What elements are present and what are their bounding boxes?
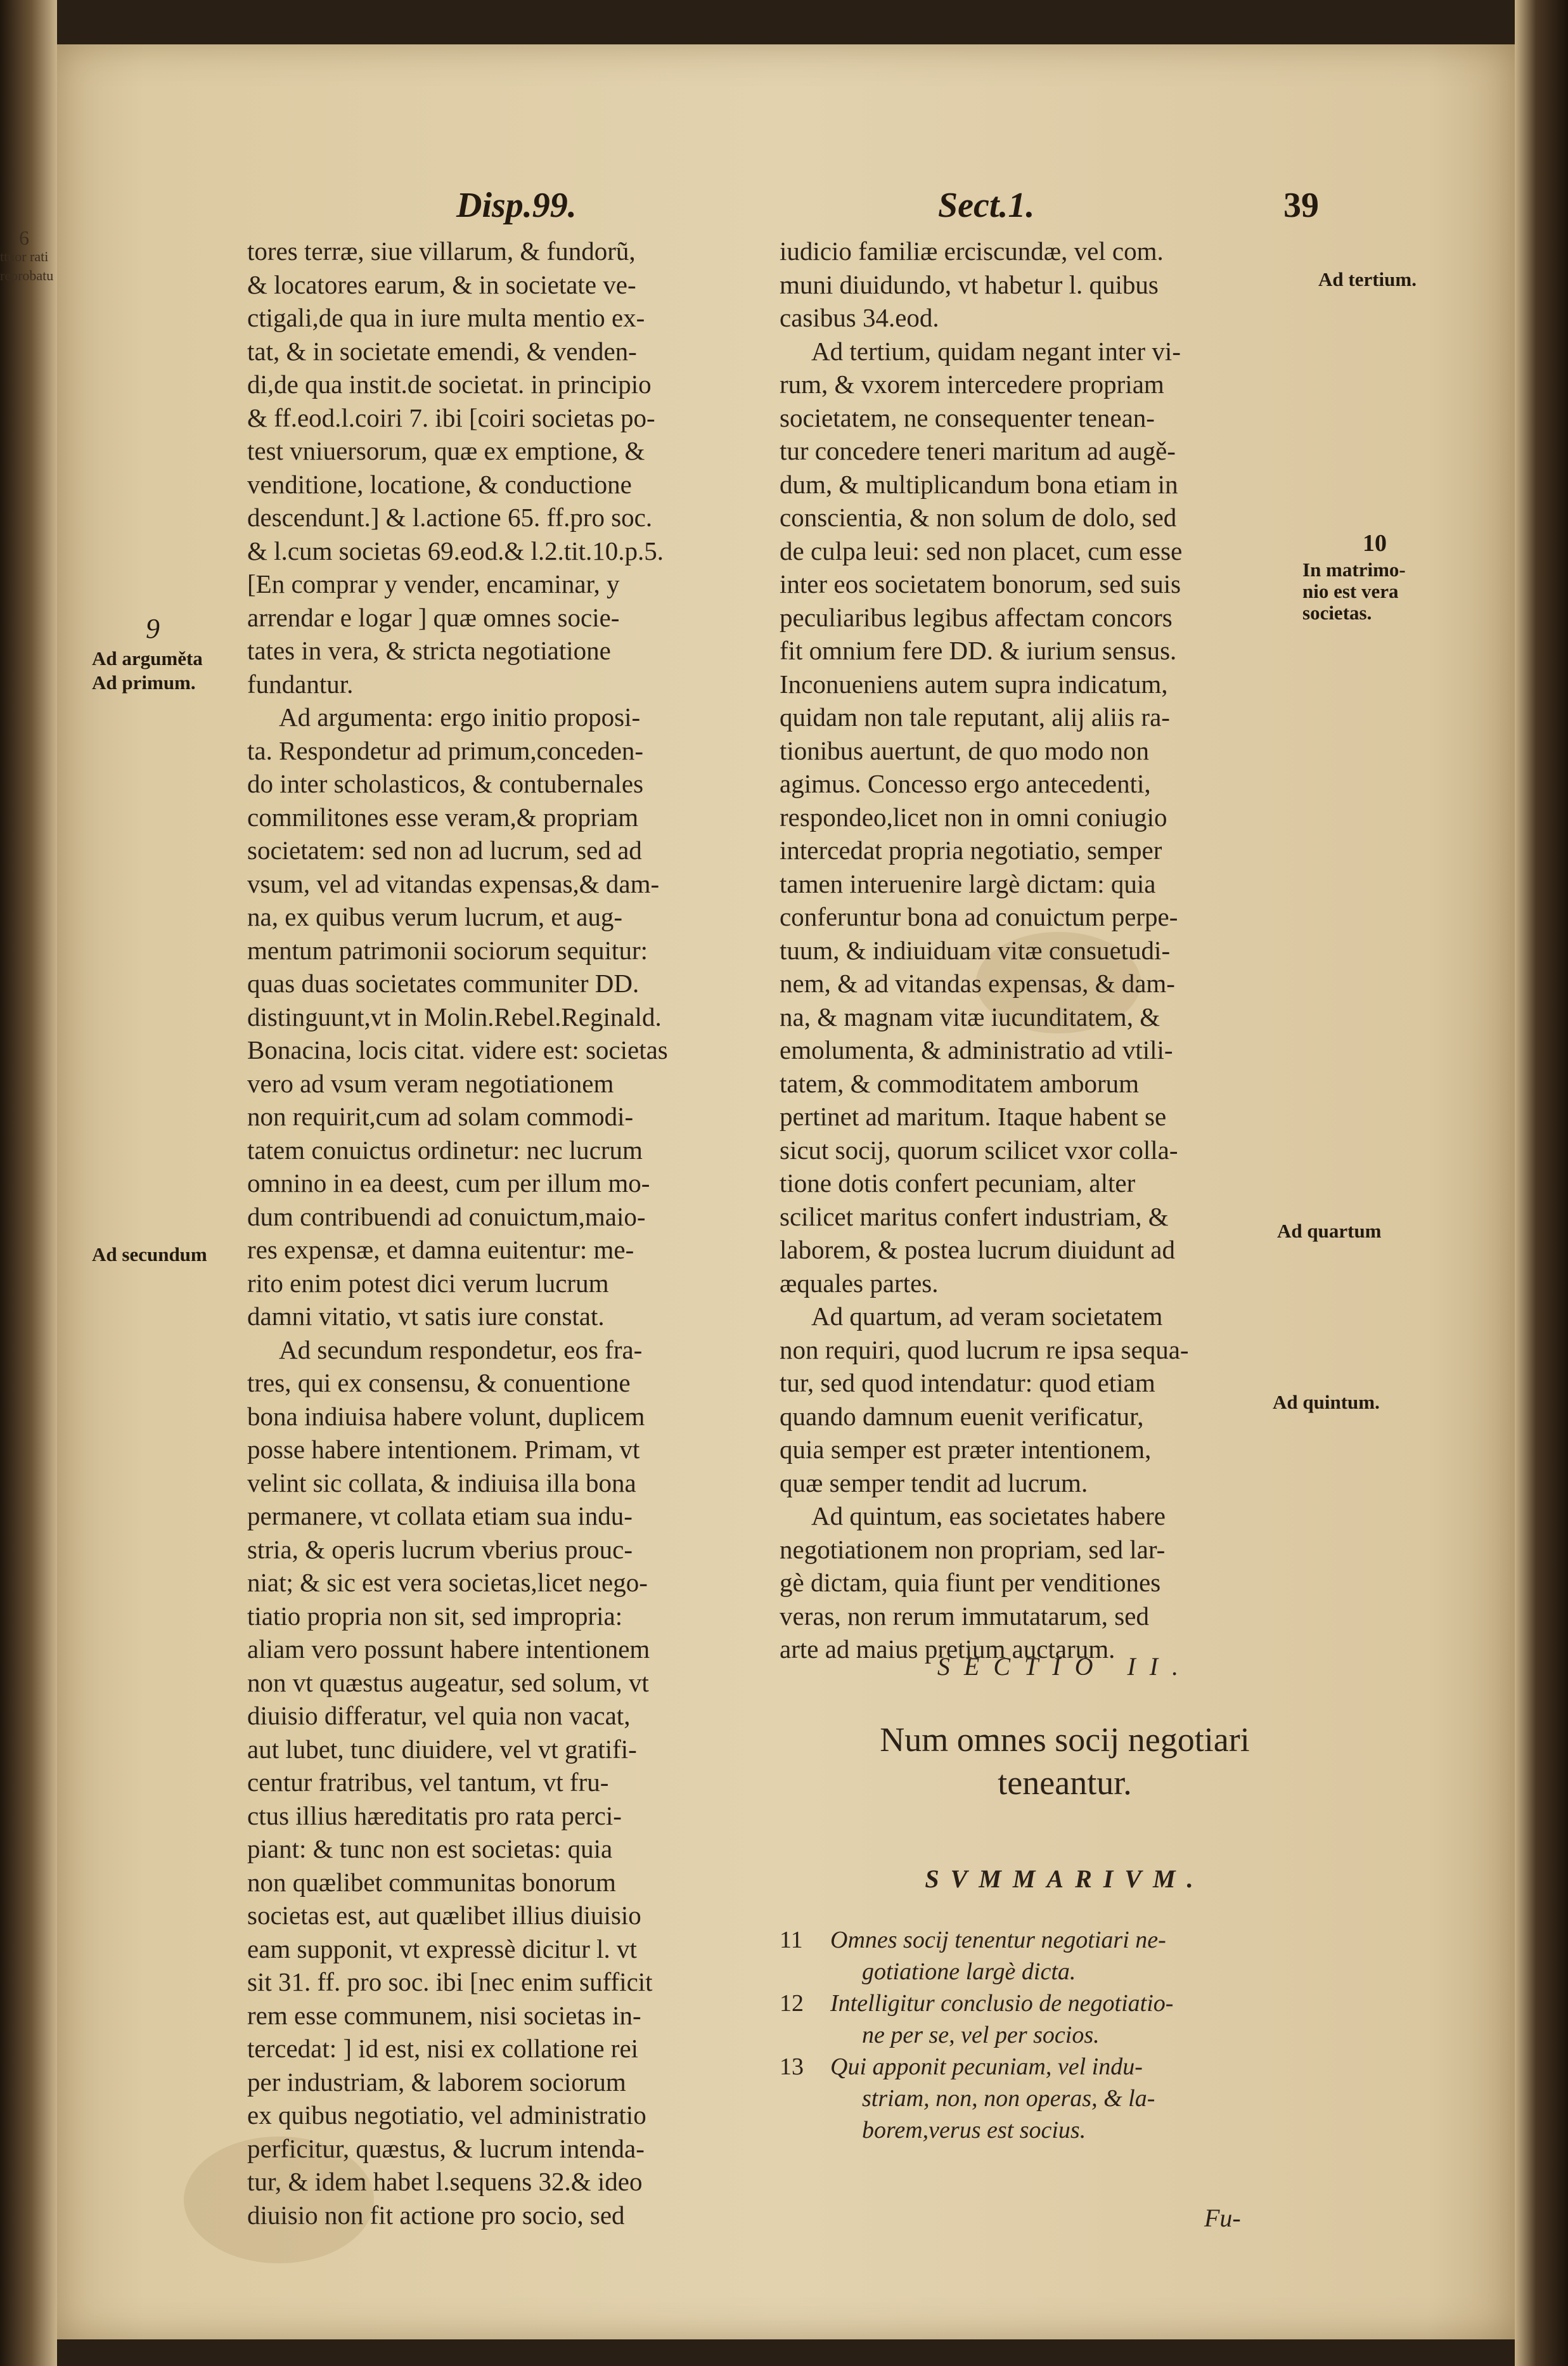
text-line: societatem, ne consequenter tenean- <box>780 403 1155 432</box>
text-line: piant: & tunc non est societas: quia <box>247 1834 613 1863</box>
summarium-heading: SVMMARIVM. <box>925 1865 1205 1893</box>
text-line: quas duas societates communiter DD. <box>247 969 639 998</box>
text-line: scilicet maritus confert industriam, & <box>780 1201 1169 1231</box>
catchword: Fu- <box>1204 2204 1241 2232</box>
text-line: tores terræ, siue villarum, & fundorũ, <box>247 236 636 266</box>
text-column-right <box>780 235 1363 1666</box>
text-line: societas est, aut quælibet illius diuisio <box>247 1901 641 1930</box>
text-line: descendunt.] & l.actione 65. ff.pro soc. <box>247 503 653 532</box>
text-line: ctus illius hæreditatis pro rata perci- <box>247 1800 622 1830</box>
paragraph-start: Ad quintum, eas societates habere <box>811 1501 1166 1530</box>
margin-line: In matrimo- <box>1302 559 1406 581</box>
summary-text: gotiatione largè dicta. <box>862 1958 1076 1985</box>
summary-number: 11 <box>780 1927 803 1953</box>
text-line: bona indiuisa habere volunt, duplicem <box>247 1401 645 1431</box>
text-line: commilitones esse veram,& propriam <box>247 802 639 832</box>
text-line: [En comprar y vender, encaminar, y <box>247 569 620 598</box>
book-page <box>57 44 1515 2339</box>
summary-text: Intelligitur conclusio de negotiatio- <box>830 1990 1174 2017</box>
text-line: tione dotis confert pecuniam, alter <box>780 1168 1136 1198</box>
text-line: do inter scholasticos, & contubernales <box>247 769 644 798</box>
summary-item <box>780 1988 1350 2051</box>
summary-number: 12 <box>780 1990 804 2017</box>
text-line: ctigali,de qua in iure multa mentio ex- <box>247 303 645 332</box>
text-line: tatem conuictus ordinetur: nec lucrum <box>247 1135 643 1165</box>
text-line: ta. Respondetur ad primum,conceden- <box>247 735 644 765</box>
summary-text: Omnes socij tenentur negotiari ne- <box>830 1927 1166 1953</box>
text-line: arrendar e logar ] quæ omnes socie- <box>247 602 620 632</box>
text-line: de culpa leui: sed non placet, cum esse <box>780 536 1183 566</box>
text-line: rem esse communem, nisi societas in- <box>247 2000 641 2030</box>
text-line: quando damnum euenit verificatur, <box>780 1401 1144 1431</box>
paragraph-start: Ad tertium, quidam negant inter vi- <box>811 336 1181 366</box>
paragraph-start: Ad secundum respondetur, eos fra- <box>279 1335 643 1364</box>
summary-text: Qui apponit pecuniam, vel indu- <box>830 2053 1143 2080</box>
text-line: ex quibus negotiatio, vel administratio <box>247 2100 646 2130</box>
text-line: conferuntur bona ad conuictum perpe- <box>780 902 1178 931</box>
margin-ad-quintum: Ad quintum. <box>1273 1391 1380 1413</box>
text-line: res expensæ, et damna euitentur: me- <box>247 1235 634 1264</box>
text-line: tur, & idem habet l.sequens 32.& ideo <box>247 2167 643 2196</box>
text-line: na, ex quibus verum lucrum, et aug- <box>247 902 623 931</box>
prev-margin-number: 6 <box>19 226 29 249</box>
text-line: vsum, vel ad vitandas expensas,& dam- <box>247 869 660 898</box>
summary-text: borem,verus est socius. <box>862 2117 1086 2143</box>
prev-margin-line: ttuor rati <box>0 249 49 264</box>
text-line: non quælibet communitas bonorum <box>247 1867 616 1897</box>
text-line: velint sic collata, & indiuisa illa bona <box>247 1468 636 1497</box>
running-header <box>57 185 1515 236</box>
text-line: aliam vero possunt habere intentionem <box>247 1634 650 1664</box>
text-line: tiatio propria non sit, sed impropria: <box>247 1601 623 1631</box>
section-title: SECTIO II. <box>937 1652 1193 1681</box>
section-heading-line: Num omnes socij negotiari <box>880 1721 1250 1759</box>
summary-item <box>780 2051 1350 2146</box>
text-line: vero ad vsum veram negotiationem <box>247 1068 614 1098</box>
text-line: laborem, & postea lucrum diuidunt ad <box>780 1235 1175 1264</box>
text-line: per industriam, & laborem sociorum <box>247 2067 626 2097</box>
margin-line: societas. <box>1302 602 1372 624</box>
text-line: tur concedere teneri maritum ad augě- <box>780 436 1176 465</box>
text-line: inter eos societatem bonorum, sed suis <box>780 569 1181 598</box>
summary-item <box>780 1924 1350 1988</box>
text-line: sit 31. ff. pro soc. ibi [nec enim sufficit <box>247 1967 653 1996</box>
text-line: negotiationem non propriam, sed lar- <box>780 1534 1166 1564</box>
prev-margin-line: reprobatu <box>0 268 54 283</box>
margin-ad-quartum: Ad quartum <box>1277 1220 1382 1242</box>
text-line: quidam non tale reputant, alij aliis ra- <box>780 702 1170 732</box>
text-line: permanere, vt collata etiam sua indu- <box>247 1501 633 1530</box>
text-column-left <box>247 235 786 2232</box>
text-line: test vniuersorum, quæ ex emptione, & <box>247 436 645 465</box>
header-section: Sect.1. <box>938 186 1035 225</box>
margin-line: nio est vera <box>1302 580 1399 602</box>
margin-ad-tertium: Ad tertium. <box>1318 268 1417 290</box>
text-line: mentum patrimonii sociorum sequitur: <box>247 935 648 965</box>
text-line: conscientia, & non solum de dolo, sed <box>780 503 1177 532</box>
text-line: veras, non rerum immutatarum, sed <box>780 1601 1149 1631</box>
text-line: tres, qui ex consensu, & conuentione <box>247 1368 631 1397</box>
text-line: stria, & operis lucrum vberius prouc- <box>247 1534 633 1564</box>
text-line: distinguunt,vt in Molin.Rebel.Reginald. <box>247 1002 662 1031</box>
summary-list <box>780 1924 1350 2146</box>
book-gutter-left <box>0 0 57 2366</box>
text-line: dum contribuendi ad conuictum,maio- <box>247 1201 646 1231</box>
margin-ad-argumenta: Ad arguměta <box>92 647 203 669</box>
text-line: agimus. Concesso ergo antecedenti, <box>780 769 1151 798</box>
text-line: Bonacina, locis citat. videre est: societas <box>247 1035 668 1064</box>
text-line: & locatores earum, & in societate ve- <box>247 269 636 299</box>
text-line: diuisio non fit actione pro socio, sed <box>247 2200 625 2230</box>
text-line: rum, & vxorem intercedere propriam <box>780 370 1164 399</box>
text-line: di,de qua instit.de societat. in principio <box>247 370 652 399</box>
text-line: æquales partes. <box>780 1268 939 1298</box>
text-line: muni diuidundo, vt habetur l. quibus <box>780 269 1159 299</box>
text-line: na, & magnam vitæ iucunditatem, & <box>780 1002 1160 1031</box>
text-line: aut lubet, tunc diuidere, vel vt gratifi- <box>247 1734 637 1764</box>
text-line: fundantur. <box>247 669 354 699</box>
text-line: tercedat: ] id est, nisi ex collatione rei <box>247 2034 639 2063</box>
text-line: nem, & ad vitandas expensas, & dam- <box>780 969 1175 998</box>
text-line: tat, & in societate emendi, & venden- <box>247 336 637 366</box>
text-line: posse habere intentionem. Primam, vt <box>247 1435 640 1464</box>
text-line: gè dictam, quia fiunt per venditiones <box>780 1568 1161 1597</box>
text-line: eam supponit, vt expressè dicitur l. vt <box>247 1934 637 1963</box>
text-line: non vt quæstus augeatur, sed solum, vt <box>247 1667 649 1697</box>
margin-number-10: 10 <box>1363 530 1387 557</box>
text-line: & ff.eod.l.coiri 7. ibi [coiri societas po- <box>247 403 655 432</box>
text-line: arte ad maius pretium auctarum. <box>780 1634 1115 1664</box>
text-line: rito enim potest dici verum lucrum <box>247 1268 609 1298</box>
text-line: societatem: sed non ad lucrum, sed ad <box>247 836 642 865</box>
text-line: & l.cum societas 69.eod.& l.2.tit.10.p.5. <box>247 536 664 566</box>
margin-ad-primum: Ad primum. <box>92 671 196 694</box>
text-line: perficitur, quæstus, & lucrum intenda- <box>247 2133 645 2163</box>
text-line: tionibus auertunt, de quo modo non <box>780 735 1150 765</box>
text-line: omnino in ea deest, cum per illum mo- <box>247 1168 650 1198</box>
text-line: iudicio familiæ erciscundæ, vel com. <box>780 236 1164 266</box>
text-line: emolumenta, & administratio ad vtili- <box>780 1035 1173 1064</box>
paragraph-start: Ad argumenta: ergo initio proposi- <box>279 702 641 732</box>
page-number: 39 <box>1283 186 1319 225</box>
text-line: fit omnium fere DD. & iurium sensus. <box>780 636 1177 665</box>
text-line: quæ semper tendit ad lucrum. <box>780 1468 1088 1497</box>
header-disputation: Disp.99. <box>456 186 577 225</box>
text-line: respondeo,licet non in omni coniugio <box>780 802 1167 832</box>
text-line: peculiaribus legibus affectam concors <box>780 602 1173 632</box>
text-line: non requiri, quod lucrum re ipsa sequa- <box>780 1335 1189 1364</box>
summary-text: ne per se, vel per socios. <box>862 2022 1100 2048</box>
text-line: diuisio differatur, vel quia non vacat, <box>247 1701 631 1730</box>
text-line: tates in vera, & stricta negotiatione <box>247 636 611 665</box>
text-line: non requirit,cum ad solam commodi- <box>247 1102 634 1131</box>
paragraph-start: Ad quartum, ad veram societatem <box>811 1302 1163 1331</box>
margin-ad-secundum: Ad secundum <box>92 1243 207 1265</box>
text-line: dum, & multiplicandum bona etiam in <box>780 469 1178 499</box>
text-line: tamen interuenire largè dictam: quia <box>780 869 1156 898</box>
section-heading <box>808 1718 1321 1804</box>
section-heading-line: teneantur. <box>998 1764 1132 1802</box>
text-line: casibus 34.eod. <box>780 303 939 332</box>
text-line: centur fratribus, vel tantum, vt fru- <box>247 1768 609 1797</box>
text-line: quia semper est præter intentionem, <box>780 1435 1152 1464</box>
margin-number-9: 9 <box>146 613 160 644</box>
text-line: venditione, locatione, & conductione <box>247 469 632 499</box>
text-line: intercedat propria negotiatio, semper <box>780 836 1162 865</box>
text-line: sicut socij, quorum scilicet vxor colla- <box>780 1135 1178 1165</box>
text-line: pertinet ad maritum. Itaque habent se <box>780 1102 1167 1131</box>
previous-page-margin <box>0 228 60 285</box>
text-line: Inconueniens autem supra indicatum, <box>780 669 1168 699</box>
text-line: damni vitatio, vt satis iure constat. <box>247 1302 605 1331</box>
text-line: tuum, & indiuiduam vitæ consuetudi- <box>780 935 1171 965</box>
text-line: tur, sed quod intendatur: quod etiam <box>780 1368 1155 1397</box>
summary-text: striam, non, non operas, & la- <box>862 2085 1155 2112</box>
text-line: tatem, & commoditatem amborum <box>780 1068 1140 1098</box>
summary-number: 13 <box>780 2053 804 2080</box>
book-edge-right <box>1515 0 1568 2366</box>
text-line: niat; & sic est vera societas,licet nego- <box>247 1568 648 1597</box>
